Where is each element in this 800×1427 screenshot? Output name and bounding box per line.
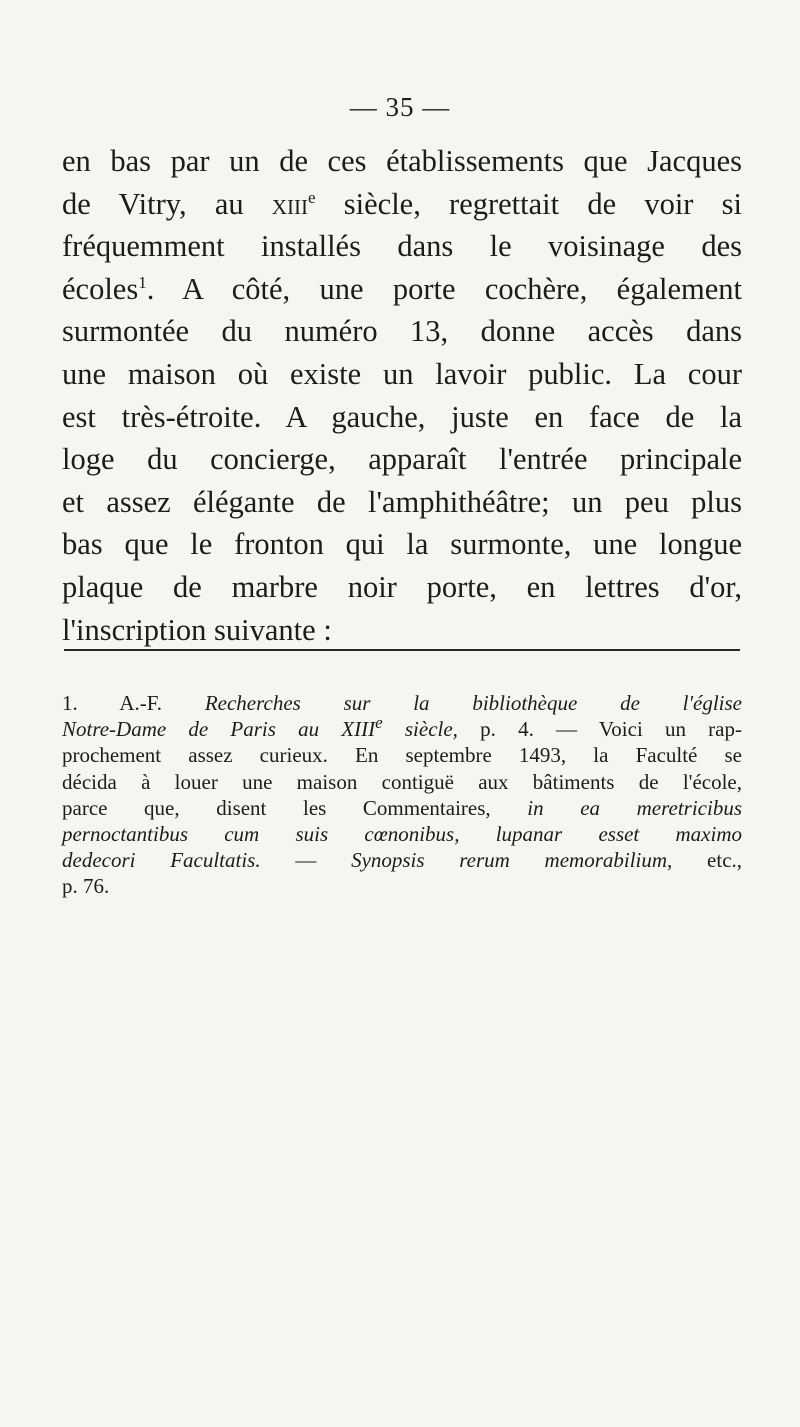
body-line: et assez élégante de l'amphithéâtre; un peu plus bbox=[62, 484, 742, 519]
body-line: est très-étroite. A gauche, juste en face de la bbox=[62, 399, 742, 434]
footnote-line: dedecori Facultatis. — Synopsis rerum memorabilium, etc., bbox=[62, 848, 743, 873]
footnote-line: p. 76. bbox=[62, 874, 110, 899]
body-line: de Vitry, au xiii$^e$ siècle, regrettait de voir si bbox=[62, 186, 743, 221]
footnote-line: pernoctantibus cum suis cœnonibus, lupanar esset maximo bbox=[62, 822, 742, 847]
body-line: écoles$^1$. A côté, une porte cochère, également bbox=[62, 271, 742, 306]
footnote-line: 1. A.-F. Recherches sur la bibliothèque de l'église bbox=[62, 691, 742, 715]
body-line: loge du concierge, apparaît l'entrée principale bbox=[62, 442, 742, 477]
body-line: surmontée du numéro 13, donne accès dans bbox=[62, 314, 742, 349]
body-line: en bas par un de ces établissements que Jacques bbox=[62, 144, 742, 178]
footnote-line: décida à louer une maison contiguë aux bâtiments de l'école, bbox=[62, 769, 742, 794]
body-line: plaque de marbre noir porte, en lettres d'or, bbox=[62, 569, 742, 604]
footnote-divider bbox=[64, 649, 740, 651]
footnote-line: Notre-Dame de Paris au XIIIe siècle, p. 4. — Voici un rap- bbox=[62, 713, 742, 742]
page-number: — 35 — bbox=[349, 92, 451, 122]
body-text bbox=[62, 140, 742, 651]
body-line: l'inscription suivante : bbox=[62, 612, 332, 647]
footnote-reference: 1 bbox=[138, 272, 147, 292]
body-line: une maison où existe un lavoir public. La cour bbox=[62, 356, 742, 391]
footnote-line: prochement assez curieux. En septembre 1493, la Faculté se bbox=[62, 743, 742, 768]
body-line: fréquemment installés dans le voisinage des bbox=[62, 229, 742, 264]
footnote-line: parce que, disent les Commentaires, in ea meretricibus bbox=[62, 795, 742, 820]
footnote bbox=[62, 690, 742, 900]
body-line: bas que le fronton qui la surmonte, une longue bbox=[62, 527, 742, 562]
